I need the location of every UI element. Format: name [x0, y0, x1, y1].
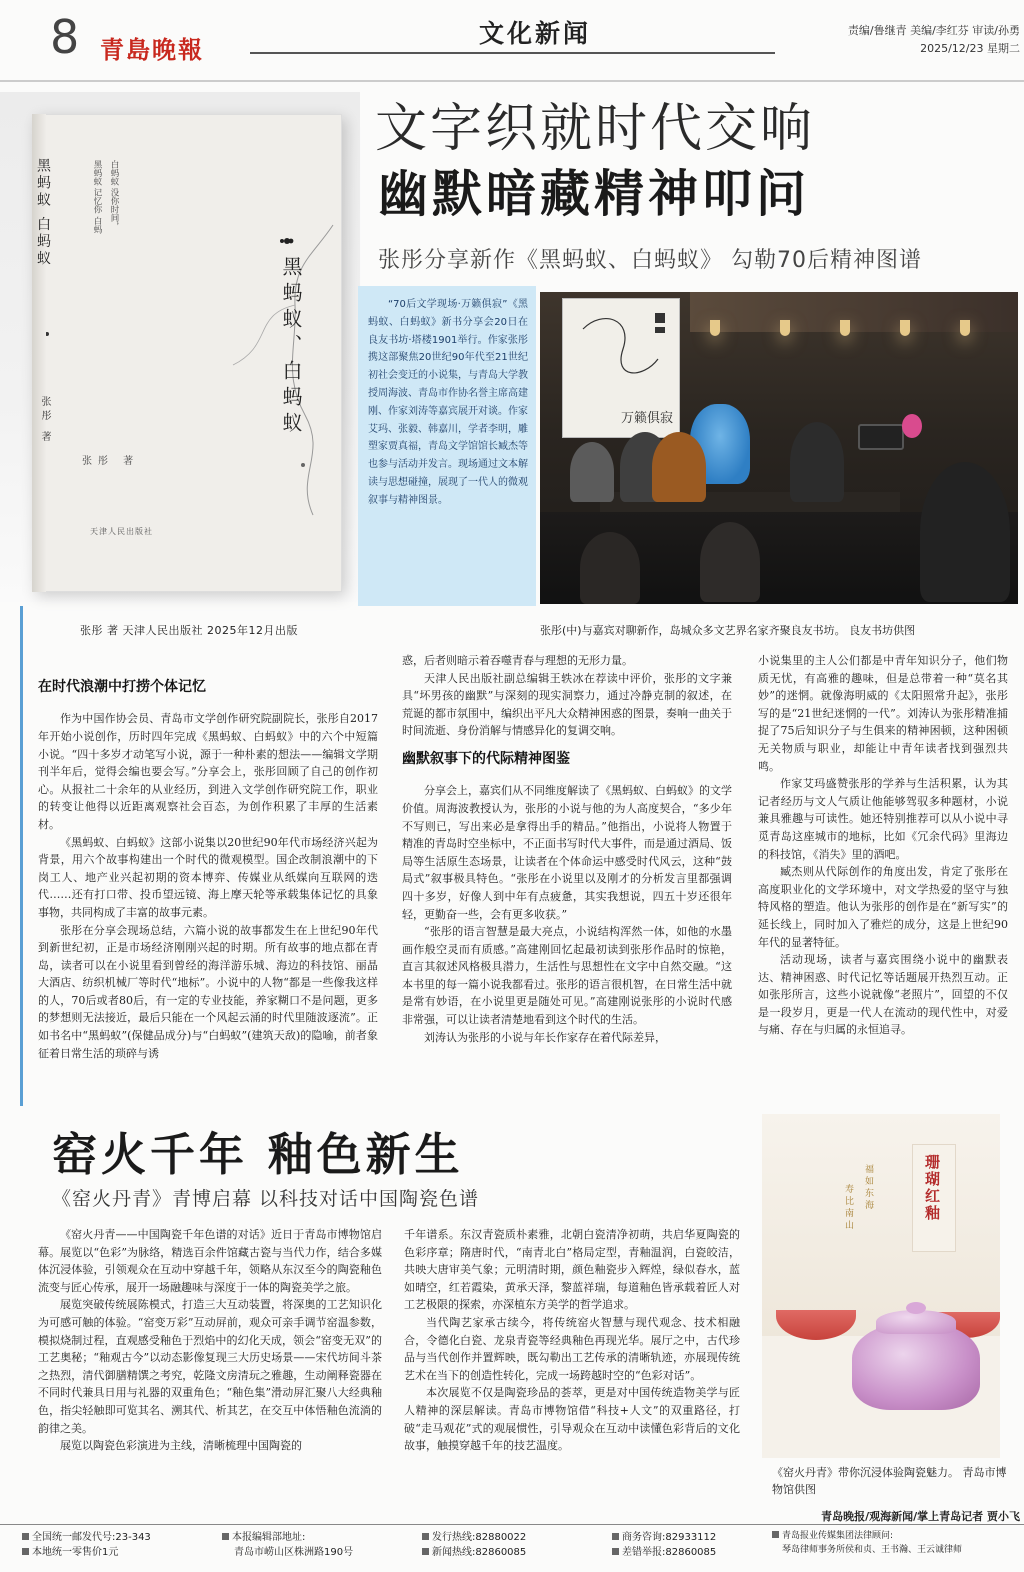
book-cover-quote: 白蚂蚁 没你时间， 黑蚂蚁 记忆你 白蚂 [92, 160, 119, 234]
footer-legal: 青岛报业传媒集团法律顾问: 琴岛律师事务所侯和贞、王书瀚、王云诚律师 [772, 1530, 962, 1557]
paragraph: 张彤在分享会现场总结，六篇小说的故事都发生在上世纪90年代到新世纪初，正是市场经济刚刚兴起的时期。所有故事的地点都在青岛，读者可以在小说里看到曾经的海洋游乐城、海边的科技馆、丽晶大酒店、纺织机械厂等时代“地标”。小说中的人物“都是一些像我这样的人，70后或者80后，有一定的专业技能，养家糊口不是问题，更多的梦想则无法接近，最后只能在一个风起云涌的时代里随波逐流”。正如书名中“黑蚂蚁”(保健品成分)与“白蚂蚁”(建筑天敌)的隐喻，前者象征着日常生活的琐碎与诱 [38, 923, 378, 1060]
section-title: 文化新闻 [478, 19, 591, 48]
guest [570, 442, 614, 502]
event-photo-caption: 张彤(中)与嘉宾对聊新作，岛城众多文艺界名家齐聚良友书坊。 良友书坊供图 [540, 624, 916, 637]
screen-title: 万籁俱寂 [621, 411, 674, 426]
paper-logo: 青島晚報 [100, 35, 204, 64]
masthead-rule [250, 52, 775, 54]
top-rule [0, 80, 1024, 82]
article-column-3 [758, 652, 1008, 1039]
gold-calligraphy: 福如东海 [863, 1164, 873, 1212]
paragraph: 臧杰则从代际创作的角度出发，肯定了张彤在高度职业化的文学环境中，对文学热爱的坚守与独特风格的塑造。他认为张彤的创作是在“新写实”的延长线上，同时加入了雅烂的成分，这是上世纪90年代的显著特征。 [758, 865, 1008, 949]
paragraph: 展览突破传统展陈模式，打造三大互动装置，将深奥的工艺知识化为可感可触的体验。“窑变万彩”互动屏前，观众可亲手调节窑温参数，模拟烧制过程，直观感受釉色于烈焰中的幻化天成，领会“窑变无双”的工艺奥秘；“釉观古今”以动态影像复现三大历史场景——宋代坊间斗茶之热烈，清代御膳精馔之考究，乾隆文房清玩之雅趣，生动阐释瓷器在不同时代兼具日用与礼器的双重角色；“釉色集”滑动屏汇聚八大经典釉色，指尖轻触即可览其名、溯其代、析其艺，在交互中体悟釉色流淌的韵律之美。 [38, 1298, 382, 1435]
headline-line-1: 文字织就时代交响 [375, 99, 816, 159]
paragraph: 当代陶艺家承古续今，将传统窑火智慧与现代观念、技术相融合，令德化白瓷、龙泉青瓷等经典釉色再现光华。展厅之中，古代珍品与当代创作并置辉映，既勾勒出工艺传承的清晰轨迹，亦展现传统艺术在当下的创造性转化，完成一场跨越时空的“色彩对话”。 [404, 1315, 740, 1382]
subhead-2: 幽默叙事下的代际精神图鉴 [402, 750, 570, 767]
paragraph: 千年谱系。东汉青瓷质朴素雅，北朝白瓷清净初萌，共启华夏陶瓷的色彩序章；隋唐时代，“南青北白”格局定型，青釉温润，白瓷皎洁，共映大唐审美气象；元明清时期，颜色釉瓷步入辉煌，绿似春水，蓝如晴空，红若霞染，黄承天泽，黎蓝祥瑞，每道釉色皆承载着匠人对工艺极限的探索，亦深植东方美学的哲学追求。 [404, 1228, 740, 1312]
paragraph: 活动现场，读者与嘉宾围绕小说中的幽默表达、精神困惑、时代记忆等话题展开热烈互动。正如张彤所言，这些小说就像“老照片”，回望的不仅是一段岁月，更是一代人在流动的现代性中，对爱与痛、存在与归属的永恒追寻。 [758, 953, 1008, 1037]
footer-contact: 商务咨询:82933112 差错举报:82860085 [612, 1530, 716, 1560]
phone-recording [858, 424, 904, 450]
footer-hotlines: 发行热线:82880022 新闻热线:82860085 [422, 1530, 526, 1560]
story2-column-1 [38, 1226, 382, 1455]
projection-screen [562, 298, 680, 438]
footer-postal: 全国统一邮发代号:23-343 本地统一零售价1元 [22, 1530, 151, 1560]
balloon [902, 414, 922, 438]
paragraph: 天津人民出版社副总编辑王轶冰在荐读中评价，张彤的文字兼具“坏男孩的幽默”与深刻的现实洞察力，通过冷静克制的叙述，在荒诞的都市氛围中，编织出平凡大众精神困惑的图景，奏响一曲关于时间流逝、身份消解与情感异化的复调交响。 [402, 671, 732, 738]
lamp-icon [900, 320, 910, 336]
paragraph: 本次展览不仅是陶瓷珍品的荟萃，更是对中国传统造物美学与匠人精神的深层解读。青岛市博物馆借“科技+人文”的双重路径，打破“走马观花”式的观展惯性，引导观众在互动中读懂色彩背后的文化故事，触摸穿越千年的技艺温度。 [404, 1386, 740, 1453]
paragraph: 小说集里的主人公们都是中青年知识分子，他们物质无忧，有高雅的趣味，但是总带着一种“莫名其妙”的迷惘。就像海明威的《太阳照常升起》，张彤写的是“21世纪迷惘的一代”。刘涛认为张彤精准捕捉了75后知识分子与生俱来的精神困顿，这种困顿无关物质与职业，却能让中青年读者找到强烈共鸣。 [758, 654, 1008, 773]
article-accent-bar [20, 606, 23, 1106]
paragraph: 分享会上，嘉宾们从不同维度解读了《黑蚂蚁、白蚂蚁》的文学价值。周海波教授认为，张彤的小说与他的为人高度契合，“多少年不写则已，写出来必是拿得出手的精品。”他指出，小说将人物置于精准的青岛时空坐标中，不正面书写时代大事件，而是通过酒局、饭局等生活原生态场景，让读者在个体命运中感受时代风云，这种“鼓局式”叙事极具特色。“张彤在小说里以及刚才的分析发言里都强调四十多岁，好像人到中年有点疲惫，其实我想说，四五十岁还很年轻，更勤奋一些，会有更多收获。” [402, 784, 732, 921]
paragraph: 《窑火丹青——中国陶瓷千年色谱的对话》近日于青岛市博物馆启幕。展览以“色彩”为脉络，精选百余件馆藏古瓷与当代力作，结合多媒体沉浸体验，引领观众在互动中穿越千年，领略从东汉至今的陶瓷釉色流变与匠心传承，展开一场融趣味与深度于一体的陶瓷美学之旅。 [38, 1228, 382, 1294]
intro-text: “70后文学现场·万籁俱寂”《黑蚂蚁、白蚂蚁》新书分享会20日在良友书坊·塔楼1901举行。作家张彤携这部聚焦20世纪90年代至21世纪初社会变迁的小说集，与青岛大学教授周海波、青岛市作协名誉主席高建刚、作家刘涛等嘉宾展开对谈。作家艾玛、张毅、韩嘉川，学者李明，雕塑家贾真福，青岛文学馆馆长臧杰等也参与活动并发言。现场通过文本解读与思想碰撞，展现了一代人的微观叙事与精神图景。 [368, 299, 528, 506]
masthead-meta [790, 22, 1020, 58]
story2-subtitle: 《窑火丹青》青博启幕 以科技对话中国陶瓷色谱 [52, 1188, 480, 1210]
headline-subtitle: 张彤分享新作《黑蚂蚁、白蚂蚁》 勾勒70后精神图谱 [378, 248, 922, 273]
book-spine-author: 张彤 著 [39, 396, 50, 446]
article-column-1 [38, 668, 378, 1062]
book-caption: 张彤 著 天津人民出版社 2025年12月出版 [80, 624, 298, 637]
lamp-icon [840, 320, 850, 336]
paragraph: 作家艾玛盛赞张彤的学养与生活积累，认为其记者经历与文人气质让他能够驾驭多种题材，小说兼具雅趣与可读性。她还特别推荐可以从小说中寻觅青岛这座城市的地标，比如《冗余代码》里海边的科技馆，《消失》里的酒吧。 [758, 777, 1008, 861]
byline: 青岛晚报/观海新闻/掌上青岛记者 贾小飞 [821, 1510, 1020, 1523]
page-number: 8 [50, 10, 80, 64]
white-ant-icon [301, 463, 305, 467]
glaze-label-text: 珊瑚红釉 [923, 1154, 941, 1222]
footer-rule [0, 1524, 1024, 1525]
paragraph: 刘涛认为张彤的小说与年长作家存在着代际差异， [424, 1030, 666, 1044]
audience-member [700, 522, 760, 602]
story2-column-2 [404, 1226, 740, 1455]
paragraph: 展览以陶瓷色彩演进为主线，清晰梳理中国陶瓷的 [60, 1439, 302, 1453]
author-speaking [790, 422, 844, 502]
lamp-icon [780, 320, 790, 336]
paragraph: 作为中国作协会员、青岛市文学创作研究院副院长，张彤自2017年开始小说创作，历时四年完成《黑蚂蚁、白蚂蚁》中的六个中短篇小说。“四十多岁才动笔写小说，源于一种朴素的想法——编辑文学期刊半年后，觉得会编也要会写。”分享会上，张彤回顾了自己的创作初心。从报社二十余年的从业经历，到进入文学创作研究院工作，职业的转变让他得以近距离观察社会百态，为创作积累了丰厚的生活素材。 [38, 712, 378, 831]
lamp-icon [710, 320, 720, 336]
paragraph: “张彤的语言智慧是最大亮点，小说结构浑然一体，如他的水墨画作般空灵而有质感。”高建刚回忆起最初读到张彤作品时的惊艳，直言其叙述风格极具潜力，生活性与思想性在文字中自然交融。“这本书里的每一篇小说我都看过。张彤的语言很机智，在日常生活中就是常有妙语，在小说里更是随处可见。”高建刚说张彤的小说时代感非常强，可以让读者清楚地看到这个时代的生活。 [402, 925, 732, 1027]
paragraph: 惑，后者则暗示着吞噬青春与理想的无形力量。 [402, 654, 633, 667]
subhead-1: 在时代浪潮中打捞个体记忆 [38, 679, 206, 695]
article-column-2 [402, 652, 732, 1046]
ceramic-photo [762, 1114, 1000, 1458]
pink-porcelain-jar [852, 1324, 980, 1410]
footer-address: 本报编辑部地址: 青岛市崂山区株洲路190号 [222, 1530, 353, 1560]
intro-box [358, 286, 536, 606]
book-publisher: 天津人民出版社 [90, 527, 153, 536]
paragraph: 《黑蚂蚁、白蚂蚁》这部小说集以20世纪90年代市场经济兴起为背景，用六个故事构建出一个时代的微观模型。国企改制浪潮中的下岗工人、地产业兴起初期的资本博弈、传媒业从纸媒向互联网的迭代……还有打口带、投币望远镜、海上摩天轮等承载集体记忆的具象事物，共同构成了丰富的故事元素。 [38, 835, 378, 919]
audience-member [580, 532, 640, 604]
editors-line: 责编/鲁继青 美编/李红芬 审读/孙勇 [847, 24, 1020, 37]
event-photo [540, 292, 1018, 604]
jar-knob [906, 1302, 926, 1314]
book-spine-title: 黑蚂蚁 白蚂蚁 [35, 158, 51, 268]
date-line: 2025/12/23 星期二 [920, 42, 1020, 56]
gold-calligraphy: 寿比南山 [843, 1184, 853, 1232]
book-cover-author: 张彤 著 [82, 456, 140, 467]
screen-artwork [563, 299, 681, 399]
book-cover-title: 黑蚂蚁、白蚂蚁 [279, 256, 303, 438]
headline-line-2: 幽默暗藏精神叩问 [378, 165, 810, 223]
lamp-icon [960, 320, 970, 336]
story2-headline: 窑火千年 釉色新生 [52, 1128, 464, 1181]
audience-member [920, 462, 1010, 602]
guest [652, 432, 706, 502]
ceramic-caption: 《窑火丹青》带你沉浸体验陶瓷魅力。 青岛市博物馆供图 [772, 1466, 1007, 1497]
